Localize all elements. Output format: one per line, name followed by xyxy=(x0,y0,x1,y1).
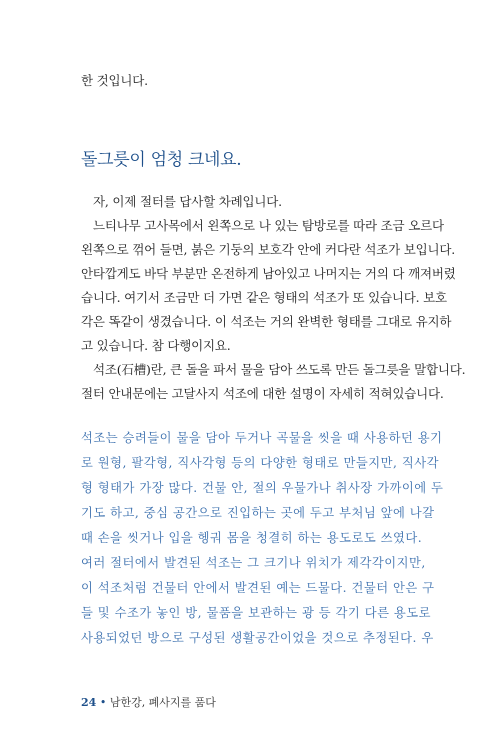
info-line: 석조는 승려들이 물을 담아 두거나 곡물을 씻을 때 사용하던 용기 xyxy=(81,431,443,445)
body-line: 습니다. 여기서 조금만 더 가면 같은 형태의 석조가 또 있습니다. 보호 xyxy=(81,290,447,305)
section-heading: 돌그릇이 엄청 크네요. xyxy=(81,150,242,170)
page-footer xyxy=(81,694,216,710)
info-line: 사용되었던 방으로 구성된 생활공간이었을 것으로 추정된다. 우 xyxy=(81,631,434,645)
info-line: 때 손을 씻거나 입을 헹궈 몸을 청결히 하는 용도로도 쓰였다. xyxy=(81,531,423,545)
book-title: 남한강, 폐사지를 품다 xyxy=(109,696,216,709)
info-line: 형 형태가 가장 많다. 건물 안, 절의 우물가나 취사장 가까이에 두 xyxy=(81,481,444,495)
page-number: 24 xyxy=(81,696,97,709)
intro-fragment: 한 것입니다. xyxy=(81,73,148,88)
footer-bullet: • xyxy=(99,696,107,709)
body-line: 자, 이제 절터를 답사할 차례입니다. xyxy=(93,194,282,209)
body-line: 각은 똑같이 생겼습니다. 이 석조는 거의 완벽한 형태를 그대로 유지하 xyxy=(81,314,452,329)
info-line: 여러 절터에서 발견된 석조는 그 크기나 위치가 제각각이지만, xyxy=(81,556,426,570)
body-line: 느티나무 고사목에서 왼쪽으로 나 있는 탐방로를 따라 조금 오르다 xyxy=(93,218,444,233)
info-line: 들 및 수조가 놓인 방, 물품을 보관하는 광 등 각기 다른 용도로 xyxy=(81,606,431,620)
info-line: 이 석조처럼 건물터 안에서 발견된 예는 드물다. 건물터 안은 구 xyxy=(81,581,435,595)
info-line: 기도 하고, 중심 공간으로 진입하는 곳에 두고 부처님 앞에 나갈 xyxy=(81,506,435,520)
info-line: 로 원형, 팔각형, 직사각형 등의 다양한 형태로 만들지만, 직사각 xyxy=(81,456,439,470)
body-line: 왼쪽으로 꺾어 들면, 붉은 기둥의 보호각 안에 커다란 석조가 보입니다. xyxy=(81,242,456,257)
body-line: 절터 안내문에는 고달사지 석조에 대한 설명이 자세히 적혀있습니다. xyxy=(81,386,444,401)
body-line: 고 있습니다. 참 다행이지요. xyxy=(81,338,231,353)
body-line: 안타깝게도 바닥 부분만 온전하게 남아있고 나머지는 거의 다 깨져버렸 xyxy=(81,266,456,281)
body-line: 석조(石槽)란, 큰 돌을 파서 물을 담아 쓰도록 만든 돌그릇을 말합니다. xyxy=(93,362,466,377)
